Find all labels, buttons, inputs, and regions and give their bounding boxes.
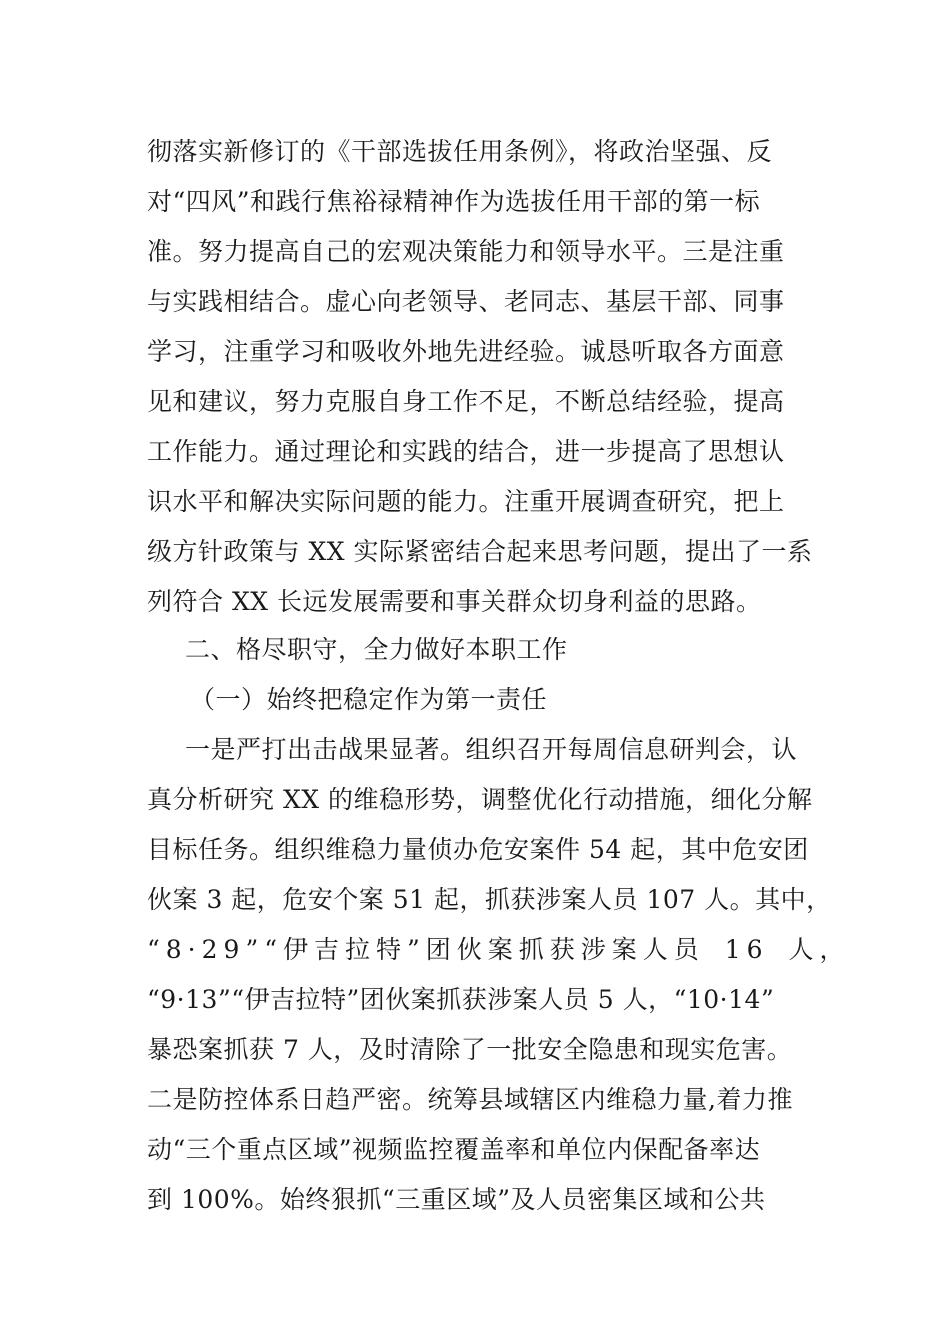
text-line: 二是防控体系日趋严密。统筹县域辖区内维稳力量,着力推 [147, 1085, 793, 1114]
subsection-heading: （一）始终把稳定作为第一责任 [190, 685, 548, 714]
text-line: 识水平和解决实际问题的能力。注重开展调查研究，把上 [147, 487, 785, 516]
text-line: 见和建议，努力克服自身工作不足，不断总结经验，提高 [147, 387, 785, 416]
text-line: 目标任务。组织维稳力量侦办危安案件 54 起，其中危安团 [147, 835, 809, 864]
text-line: 对“四风”和践行焦裕禄精神作为选拔任用干部的第一标 [147, 187, 761, 216]
text-line: 真分析研究 XX 的维稳形势，调整优化行动措施，细化分解 [147, 785, 813, 814]
text-line: 伙案 3 起，危安个案 51 起，抓获涉案人员 107 人。其中， [147, 885, 832, 914]
text-line: 彻落实新修订的《干部选拔任用条例》，将政治坚强、反 [147, 137, 773, 166]
text-line: 准。努力提高自己的宏观决策能力和领导水平。三是注重 [147, 237, 785, 266]
text-line: 到 100%。始终狠抓“三重区域”及人员密集区域和公共 [147, 1185, 766, 1214]
text-line: 级方针政策与 XX 实际紧密结合起来思考问题，提出了一系 [147, 537, 813, 566]
text-line: 动“三个重点区域”视频监控覆盖率和单位内保配备率达 [147, 1135, 761, 1164]
text-line: 列符合 XX 长远发展需要和事关群众切身利益的思路。 [147, 587, 762, 616]
text-line: 暴恐案抓获 7 人，及时清除了一批安全隐患和现实危害。 [147, 1035, 793, 1064]
section-heading: 二、格尽职守，全力做好本职工作 [185, 635, 568, 664]
text-line: “8·29”“伊吉拉特”团伙案抓获涉案人员 16 人， [147, 935, 851, 964]
text-line: 与实践相结合。虚心向老领导、老同志、基层干部、同事 [147, 287, 785, 316]
text-line: 工作能力。通过理论和实践的结合，进一步提高了思想认 [147, 437, 785, 466]
text-line: 学习，注重学习和吸收外地先进经验。诚恳听取各方面意 [147, 337, 785, 366]
text-line: “9·13”“伊吉拉特”团伙案抓获涉案人员 5 人，“10·14” [147, 985, 775, 1014]
text-line: 一是严打出击战果显著。组织召开每周信息研判会，认 [185, 735, 798, 764]
